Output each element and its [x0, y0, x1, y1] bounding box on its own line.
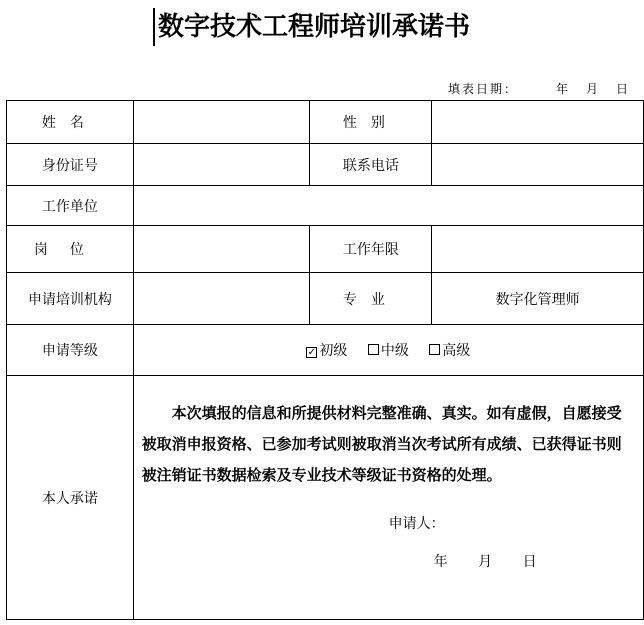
checkbox-icon[interactable]	[368, 344, 379, 355]
label-major: 专业	[310, 273, 432, 325]
page-title: 数字技术工程师培训承诺书	[158, 12, 471, 42]
checkbox-icon[interactable]	[429, 344, 440, 355]
fill-date-year: 年	[556, 82, 571, 96]
fill-date-label: 填表日期：	[448, 82, 519, 96]
commitment-cell	[133, 376, 643, 620]
checkbox-checked-icon[interactable]: ✓	[307, 347, 317, 358]
field-gender[interactable]	[432, 101, 644, 144]
field-employer[interactable]	[133, 186, 643, 226]
label-years: 工作年限	[310, 226, 432, 273]
label-name: 姓名	[7, 101, 134, 144]
label-level: 申请等级	[7, 325, 134, 376]
commitment-date: 年 月 日	[433, 554, 537, 570]
fill-date-day: 日	[616, 82, 631, 96]
label-position: 岗位	[7, 226, 134, 273]
field-major[interactable]: 数字化管理师	[432, 273, 644, 325]
level-option-senior[interactable]	[429, 340, 470, 360]
label-employer: 工作单位	[7, 186, 134, 226]
label-phone: 联系电话	[310, 144, 432, 186]
text-cursor	[153, 8, 155, 46]
application-form	[6, 100, 644, 620]
field-years[interactable]	[432, 226, 644, 273]
applicant-label: 申请人：	[388, 516, 445, 532]
level-label: 高级	[442, 343, 471, 359]
label-commitment: 本人承诺	[7, 376, 134, 620]
field-position[interactable]	[133, 226, 310, 273]
field-name[interactable]	[133, 101, 310, 144]
field-id-number[interactable]	[133, 144, 310, 186]
label-id-number: 身份证号	[7, 144, 134, 186]
label-gender: 性别	[310, 101, 432, 144]
field-level	[133, 325, 643, 376]
level-label: 初级	[319, 343, 348, 359]
fill-date	[448, 80, 630, 97]
fill-date-month: 月	[586, 82, 601, 96]
commitment-text: 本次填报的信息和所提供材料完整准确、真实。如有虚假，自愿接受被取消申报资格、已参加考试则被取消当次考试所有成绩、已获得证书则被注销证书数据检索及专业技术等级证书资格的处理。	[141, 404, 622, 484]
field-institution[interactable]	[133, 273, 310, 325]
level-option-intermediate[interactable]	[368, 340, 409, 360]
level-option-junior[interactable]	[306, 340, 347, 360]
field-phone[interactable]	[432, 144, 644, 186]
label-institution: 申请培训机构	[7, 273, 134, 325]
level-label: 中级	[380, 343, 409, 359]
